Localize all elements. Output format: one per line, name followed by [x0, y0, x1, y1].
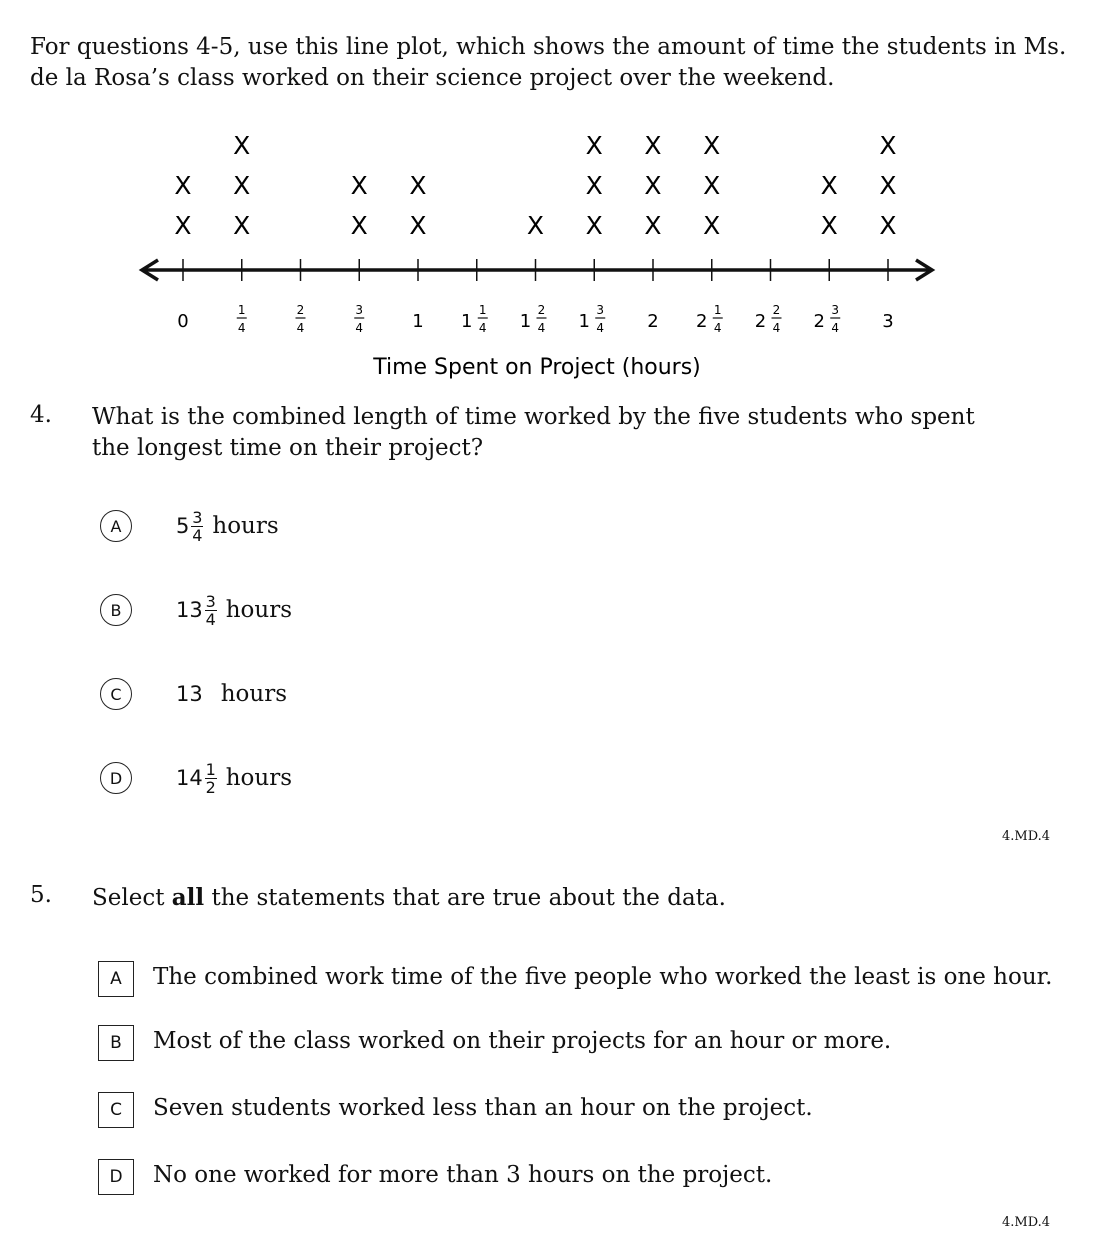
q4-option-b-bubble[interactable]: B	[100, 594, 132, 626]
tick-label-whole: 2	[696, 311, 708, 332]
q5-option-b-statement[interactable]: Most of the class worked on their projects for an hour or more.	[153, 1028, 892, 1054]
tick-label-denominator: 4	[478, 321, 487, 335]
data-mark-x: X	[879, 211, 897, 240]
data-mark-x: X	[350, 171, 368, 200]
data-mark-x: X	[585, 131, 603, 160]
fraction-denominator: 4	[205, 609, 216, 629]
answer-unit: hours	[225, 765, 293, 791]
q5-option-d-checkbox[interactable]: D	[98, 1159, 134, 1195]
q5-option-b-checkbox[interactable]: B	[98, 1025, 134, 1061]
q5-question: Select all the statements that are true about the data.	[92, 884, 726, 911]
tick-label-denominator: 4	[772, 321, 781, 335]
tick-label-denominator: 4	[296, 321, 305, 335]
data-mark-x: X	[644, 131, 662, 160]
q4-number: 4.	[30, 402, 52, 428]
answer-fraction	[191, 509, 203, 544]
q5-standard-code: 4.MD.4	[1002, 1215, 1051, 1230]
fraction-denominator: 4	[192, 525, 203, 545]
tick-label: 3	[882, 311, 894, 332]
tick-label-whole: 2	[813, 311, 825, 332]
data-mark-x: X	[585, 171, 603, 200]
q4-option-a-bubble[interactable]: A	[100, 510, 132, 542]
data-mark-x: X	[174, 211, 192, 240]
tick-label-whole: 2	[754, 311, 767, 332]
q4-option-b-answer[interactable]	[176, 586, 292, 634]
data-mark-x: X	[526, 211, 545, 240]
data-mark-x: X	[233, 211, 251, 240]
answer-fraction	[205, 761, 217, 796]
data-mark-x: X	[644, 211, 662, 240]
q4-option-c-bubble[interactable]: C	[100, 678, 132, 710]
answer-whole-number: 13	[176, 598, 203, 622]
answer-unit: hours	[225, 597, 293, 623]
tick-label-denominator: 4	[831, 321, 840, 335]
tick-label-numerator: 3	[831, 303, 840, 317]
data-mark-x: X	[820, 211, 838, 240]
fraction-denominator: 2	[205, 777, 216, 797]
q4-option-c-answer[interactable]	[176, 670, 287, 718]
data-mark-x: X	[703, 131, 721, 160]
answer-fraction	[205, 593, 217, 628]
tick-label-whole: 1	[578, 311, 590, 332]
q4-option-d-bubble[interactable]: D	[100, 762, 132, 794]
tick-label: 1	[412, 311, 424, 332]
answer-whole-number: 14	[176, 766, 203, 790]
data-mark-x: X	[585, 211, 603, 240]
data-mark-x: X	[644, 171, 662, 200]
tick-label: 0	[177, 311, 189, 332]
data-mark-x: X	[703, 171, 721, 200]
tick-label-numerator: 3	[355, 303, 364, 317]
data-mark-x: X	[233, 131, 251, 160]
answer-whole-number: 5	[176, 514, 190, 538]
data-mark-x: X	[409, 211, 427, 240]
data-mark-x: X	[350, 211, 368, 240]
intro-text: For questions 4-5, use this line plot, which shows the amount of time the students in Ms. de la Rosa’s class worked on their science project over the weekend.	[30, 34, 1067, 91]
tick-label-numerator: 1	[478, 303, 487, 317]
data-mark-x: X	[409, 171, 427, 200]
tick-label-denominator: 4	[537, 321, 546, 335]
answer-unit: hours	[220, 681, 288, 707]
data-mark-x: X	[233, 171, 251, 200]
q5-option-a-statement[interactable]: The combined work time of the five people who worked the least is one hour.	[153, 964, 1053, 990]
data-mark-x: X	[879, 131, 897, 160]
x-axis-label: Time Spent on Project (hours)	[373, 355, 701, 380]
tick-label-denominator: 4	[355, 321, 364, 335]
fraction-numerator: 3	[205, 591, 216, 611]
tick-label: 2	[647, 311, 659, 332]
tick-label-numerator: 2	[296, 303, 305, 317]
data-mark-x: X	[174, 171, 192, 200]
tick-label-numerator: 3	[596, 303, 605, 317]
q5-number: 5.	[30, 882, 52, 908]
q5-option-c-checkbox[interactable]: C	[98, 1092, 134, 1128]
tick-label-numerator: 1	[713, 303, 722, 317]
fraction-numerator: 1	[205, 759, 216, 779]
q5-option-c-statement[interactable]: Seven students worked less than an hour on the project.	[153, 1095, 813, 1121]
tick-label-whole: 1	[461, 311, 473, 332]
q5-option-a-checkbox[interactable]: A	[98, 961, 134, 997]
q5-option-d-statement[interactable]: No one worked for more than 3 hours on the project.	[153, 1162, 773, 1188]
tick-label-numerator: 2	[537, 303, 546, 317]
fraction-numerator: 3	[192, 507, 203, 527]
q4-option-a-answer[interactable]	[176, 502, 279, 550]
data-mark-x: X	[820, 171, 838, 200]
data-mark-x: X	[879, 171, 897, 200]
tick-label-denominator: 4	[237, 321, 246, 335]
data-mark-x: X	[703, 211, 721, 240]
line-plot	[0, 120, 1114, 390]
tick-label-denominator: 4	[713, 321, 722, 335]
q4-question: What is the combined length of time worked by the five students who spent the longest time on their project?	[92, 404, 975, 461]
tick-label-denominator: 4	[596, 321, 605, 335]
q4-option-d-answer[interactable]	[176, 754, 292, 802]
q4-standard-code: 4.MD.4	[1002, 829, 1051, 844]
tick-label-whole: 1	[519, 311, 532, 332]
tick-label-numerator: 2	[772, 303, 781, 317]
answer-whole-number: 13	[176, 682, 203, 706]
answer-unit: hours	[212, 513, 279, 539]
tick-label-numerator: 1	[237, 303, 246, 317]
